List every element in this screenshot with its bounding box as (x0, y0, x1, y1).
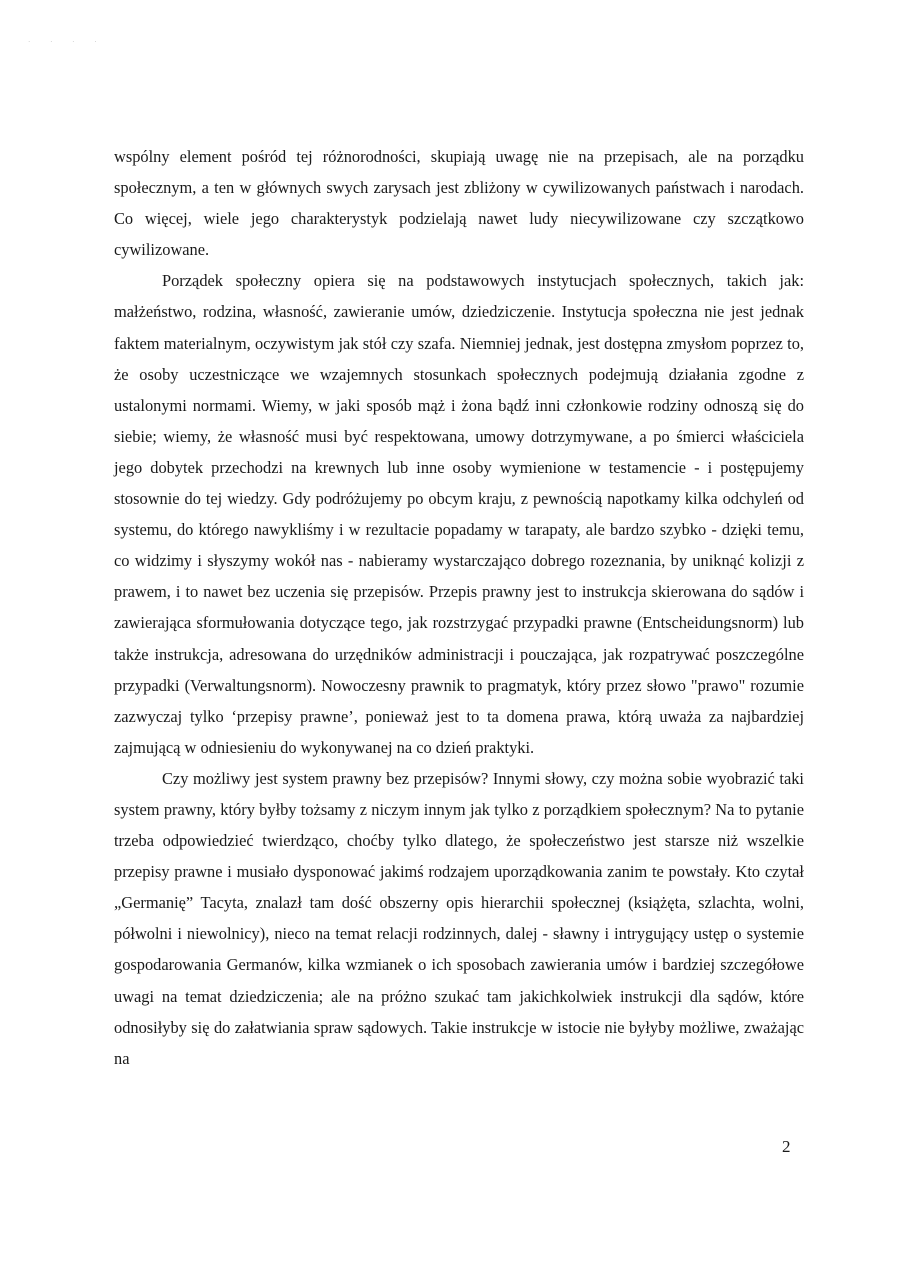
paragraph-2: Porządek społeczny opiera się na podstawowych instytucjach społecznych, takich jak: małżeństwo, rodzina, własność, zawieranie umów, dziedziczenie. Instytucja społeczna nie jest jednak faktem materialnym, oczywistym jak stół czy szafa. Niemniej jednak, jest dostępna zmysłom poprzez to, że osoby uczestniczące we wzajemnych stosunkach społecznych podejmują działania zgodne z ustalonymi normami. Wiemy, w jaki sposób mąż i żona bądź inni członkowie rodziny odnoszą się do siebie; wiemy, że własność musi być respektowana, umowy dotrzymywane, a po śmierci właściciela jego dobytek przechodzi na krewnych lub inne osoby wymienione w testamencie - i postępujemy stosownie do tej wiedzy. Gdy podróżujemy po obcym kraju, z pewnością napotkamy kilka odchyleń od systemu, do którego nawykliśmy i w rezultacie popadamy w tarapaty, ale bardzo szybko - dzięki temu, co widzimy i słyszymy wokół nas - nabieramy wystarczająco dobrego rozeznania, by uniknąć kolizji z prawem, i to nawet bez uczenia się przepisów. Przepis prawny jest to instrukcja skierowana do sądów i zawierająca sformułowania dotyczące tego, jak rozstrzygać przypadki prawne (Entscheidungsnorm) lub także instrukcja, adresowana do urzędników administracji i pouczająca, jak rozpatrywać poszczególne przypadki (Verwaltungsnorm). Nowoczesny prawnik to pragmatyk, który przez słowo "prawo" rozumie zazwyczaj tylko ‘przepisy prawne’, ponieważ jest to ta domena prawa, którą uważa za najbardziej zajmującą w odniesieniu do wykonywanej na co dzień praktyki. (114, 271, 804, 757)
body-text (114, 141, 804, 1074)
paragraph-1: wspólny element pośród tej różnorodności, skupiają uwagę nie na przepisach, ale na porządku społecznym, a ten w głównych swych zarysach jest zbliżony w cywilizowanych państwach i narodach. Co więcej, wiele jego charakterystyk podzielają nawet ludy niecywilizowane czy szczątkowo cywilizowane. (114, 147, 804, 260)
paragraph-3: Czy możliwy jest system prawny bez przepisów? Innymi słowy, czy można sobie wyobrazić taki system prawny, który byłby tożsamy z niczym innym jak tylko z porządkiem społecznym? Na to pytanie trzeba odpowiedzieć twierdząco, choćby tylko dlatego, że społeczeństwo jest starsze niż wszelkie przepisy prawne i musiało dysponować jakimś rodzajem uporządkowania zanim te powstały. Kto czytał „Germanię” Tacyta, znalazł tam dość obszerny opis hierarchii społecznej (książęta, szlachta, wolni, półwolni i niewolnicy), nieco na temat relacji rodzinnych, dalej - sławny i intrygujący ustęp o systemie gospodarowania Germanów, kilka wzmianek o ich sposobach zawierania umów i bardziej szczegółowe uwagi na temat dziedziczenia; ale na próżno szukać tam jakichkolwiek instrukcji dla sądów, które odnosiłyby się do załatwiania spraw sądowych. Takie instrukcje w istocie nie byłyby możliwe, zważając na (114, 768, 804, 1068)
scan-artifact: · · · · (28, 38, 106, 46)
page-number: 2 (782, 1137, 791, 1156)
